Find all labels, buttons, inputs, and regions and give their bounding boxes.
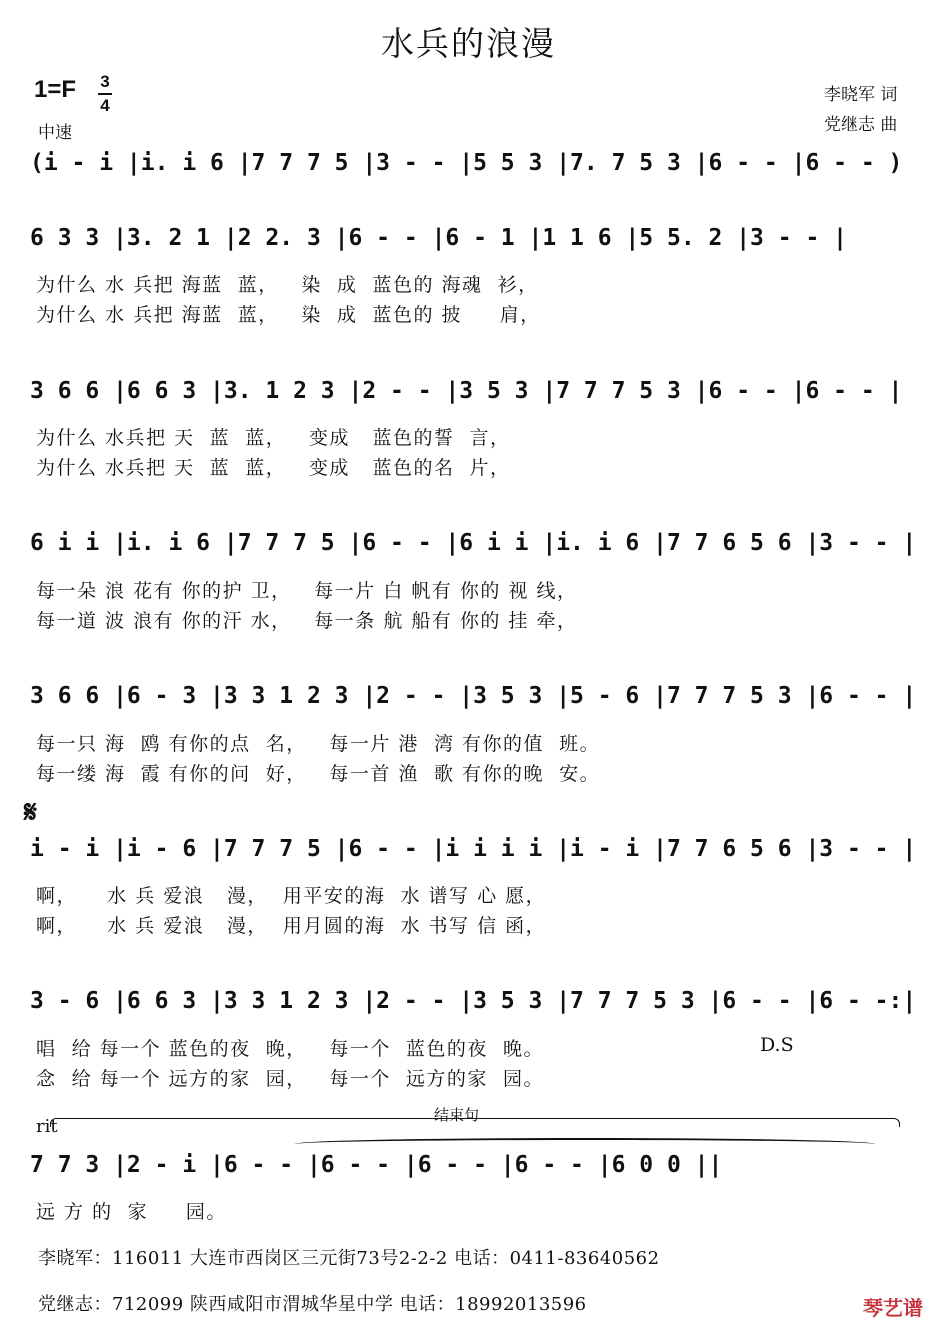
score-line-intro — [30, 150, 920, 184]
lyricist-credit: 李晓军 词 — [824, 85, 898, 105]
lyric-line-5-verse1: 每一只 海 鸥 有你的点 名， 每一片 港 湾 有你的值 班。 — [36, 733, 601, 755]
time-divider — [98, 93, 112, 95]
ending-label: 结束句 — [434, 1106, 480, 1124]
lyric-line-4-verse1: 每一朵 浪 花有 你的护 卫， 每一片 白 帆有 你的 视 线， — [36, 580, 578, 602]
lyric-line-3-verse2: 为什么 水兵把 天 蓝 蓝， 变成 蓝色的名 片， — [36, 457, 511, 479]
score-line-6 — [30, 836, 920, 870]
lyric-line-7-verse2: 念 给 每一个 远方的家 园， 每一个 远方的家 园。 — [36, 1068, 545, 1090]
notes-line-7: 3 - 6 |6 6 3 |3 3 1 2 3 |2 - - |3 5 3 |7 7 7 5 3 |6 - - |6 - -:| — [30, 988, 917, 1014]
lyric-line-6-verse2: 啊， 水 兵 爱浪 漫， 用月圆的海 水 书写 信 函， — [36, 915, 547, 937]
final-tie — [295, 1138, 875, 1150]
lyric-line-5-verse2: 每一缕 海 霞 有你的问 好， 每一首 渔 歌 有你的晚 安。 — [36, 763, 601, 785]
score-line-2 — [30, 225, 920, 259]
footer-composer-contact: 党继志：712099 陕西咸阳市渭城华星中学 电话：18992013596 — [38, 1294, 587, 1315]
lyric-line-7-verse1: 唱 给 每一个 蓝色的夜 晚， 每一个 蓝色的夜 晚。 — [36, 1038, 545, 1060]
lyric-line-2-verse1: 为什么 水 兵把 海蓝 蓝， 染 成 蓝色的 海魂 衫， — [36, 274, 539, 296]
notes-line-8: 7 7 3 |2 - i |6 - - |6 - - |6 - - |6 - - |6 0 0 || — [30, 1152, 723, 1178]
ds-marking: D.S — [760, 1034, 794, 1056]
notes-line-1: (i - i |i. i 6 |7 7 7 5 |3 - - |5 5 3 |7. 7 5 3 |6 - - |6 - - ) — [30, 150, 903, 176]
lyric-line-6-verse1: 啊， 水 兵 爱浪 漫， 用平安的海 水 谱写 心 愿， — [36, 885, 547, 907]
notes-line-5: 3 6 6 |6 - 3 |3 3 1 2 3 |2 - - |3 5 3 |5 - 6 |7 7 7 5 3 |6 - - | — [30, 683, 917, 709]
score-line-5 — [30, 683, 920, 717]
notes-line-6: i - i |i - 6 |7 7 7 5 |6 - - |i i i i |i - i |7 7 6 5 6 |3 - - | — [30, 836, 917, 862]
song-title: 水兵的浪漫 — [381, 24, 556, 63]
site-logo: 琴艺谱 — [863, 1296, 923, 1320]
score-line-8 — [30, 1152, 920, 1186]
score-line-7 — [30, 988, 920, 1022]
notes-line-3: 3 6 6 |6 6 3 |3. 1 2 3 |2 - - |3 5 3 |7 7 7 5 3 |6 - - |6 - - | — [30, 378, 903, 404]
composer-credit: 党继志 曲 — [824, 115, 898, 135]
time-top: 3 — [100, 72, 110, 91]
lyric-line-8: 远 方 的 家 园。 — [36, 1201, 227, 1223]
footer-lyricist-contact: 李晓军：116011 大连市西岗区三元街73号2-2-2 电话：0411-83640562 — [38, 1248, 660, 1269]
notes-line-4: 6 i i |i. i 6 |7 7 7 5 |6 - - |6 i i |i. i 6 |7 7 6 5 6 |3 - - | — [30, 530, 917, 556]
time-signature — [98, 72, 112, 116]
ritardando-marking: rit — [36, 1116, 58, 1137]
score-line-3 — [30, 378, 920, 412]
lyric-line-4-verse2: 每一道 波 浪有 你的汗 水， 每一条 航 船有 你的 挂 牵， — [36, 610, 578, 632]
segno-sign: 𝄋 — [24, 795, 37, 830]
key-signature: 1=F — [34, 76, 77, 103]
lyric-line-2-verse2: 为什么 水 兵把 海蓝 蓝， 染 成 蓝色的 披 肩， — [36, 304, 541, 326]
notes-line-2: 6 3 3 |3. 2 1 |2 2. 3 |6 - - |6 - 1 |1 1 6 |5 5. 2 |3 - - | — [30, 225, 847, 251]
lyric-line-3-verse1: 为什么 水兵把 天 蓝 蓝， 变成 蓝色的誓 言， — [36, 427, 511, 449]
time-bottom: 4 — [100, 96, 110, 115]
tempo-marking: 中速 — [38, 123, 72, 143]
score-line-4 — [30, 530, 920, 564]
